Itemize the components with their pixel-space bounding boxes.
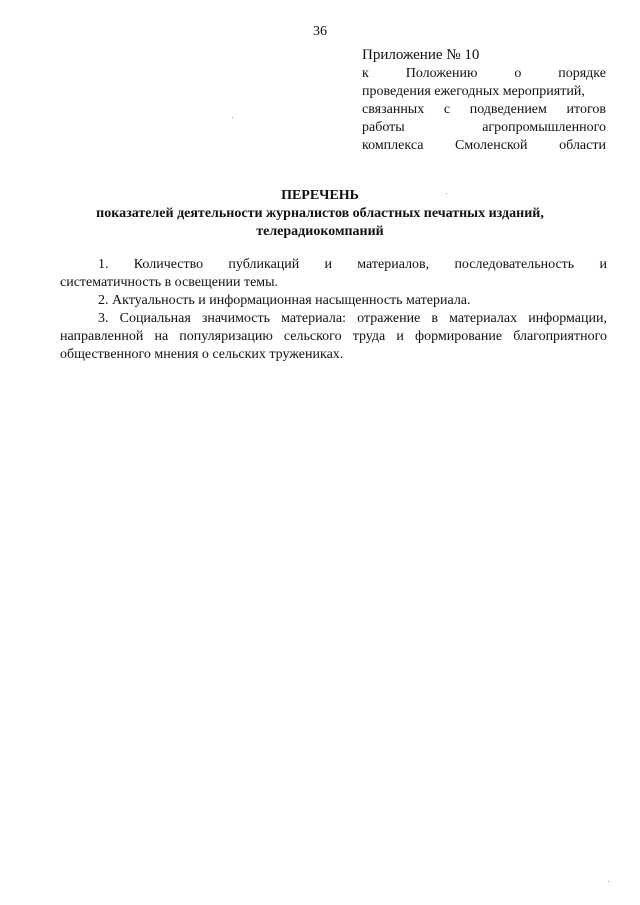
item-2: 2. Актуальность и информационная насыщенность материала. xyxy=(98,293,471,308)
item-word: 1. xyxy=(98,257,109,272)
item-1-line-2: систематичность в освещении темы. xyxy=(60,275,279,290)
scan-speck xyxy=(608,881,609,882)
item-word: материалов, xyxy=(357,257,430,272)
scan-speck xyxy=(446,193,447,194)
item-word: публикаций xyxy=(228,257,300,272)
list-title: ПЕРЕЧЕНЬ xyxy=(281,188,359,203)
appendix-word: порядке xyxy=(558,66,606,81)
appendix-line-5 xyxy=(362,137,606,155)
appendix-word: о xyxy=(514,66,522,81)
appendix-line-2: проведения ежегодных мероприятий, xyxy=(362,84,585,99)
item-word: Количество xyxy=(133,257,204,272)
appendix-word: итогов xyxy=(566,102,606,117)
scan-speck xyxy=(232,117,233,118)
appendix-word: связанных xyxy=(362,102,425,117)
item-3-line-3: общественного мнения о сельских тружениках. xyxy=(60,347,344,362)
item-word: и xyxy=(324,257,333,272)
appendix-word: Положению xyxy=(405,66,478,81)
appendix-line-3 xyxy=(362,101,606,119)
appendix-word: области xyxy=(559,138,606,153)
list-subtitle-line-2: телерадиокомпаний xyxy=(256,224,384,239)
item-3-line-2: направленной на популяризацию сельского труда и формирование благоприятного xyxy=(60,329,607,344)
appendix-line-4 xyxy=(362,119,606,137)
appendix-word: с xyxy=(443,102,451,117)
appendix-word: подведением xyxy=(469,102,547,117)
item-word: последовательность xyxy=(454,257,575,272)
appendix-word: работы xyxy=(362,120,405,135)
appendix-word: агропромышленного xyxy=(482,120,606,135)
criteria-list xyxy=(60,256,607,364)
appendix-line-1 xyxy=(362,65,606,83)
page-number: 36 xyxy=(313,24,327,39)
item-word: и xyxy=(599,257,607,272)
appendix-word: к xyxy=(362,66,369,81)
item-1-line-1 xyxy=(60,256,607,274)
appendix-title: Приложение № 10 xyxy=(362,47,480,63)
appendix-word: Смоленской xyxy=(455,138,528,153)
appendix-block xyxy=(362,46,606,155)
appendix-word: комплекса xyxy=(362,138,424,153)
list-subtitle-line-1: показателей деятельности журналистов областных печатных изданий, xyxy=(96,206,544,221)
item-3-line-1: 3. Социальная значимость материала: отражение в материалах информации, xyxy=(98,311,607,326)
